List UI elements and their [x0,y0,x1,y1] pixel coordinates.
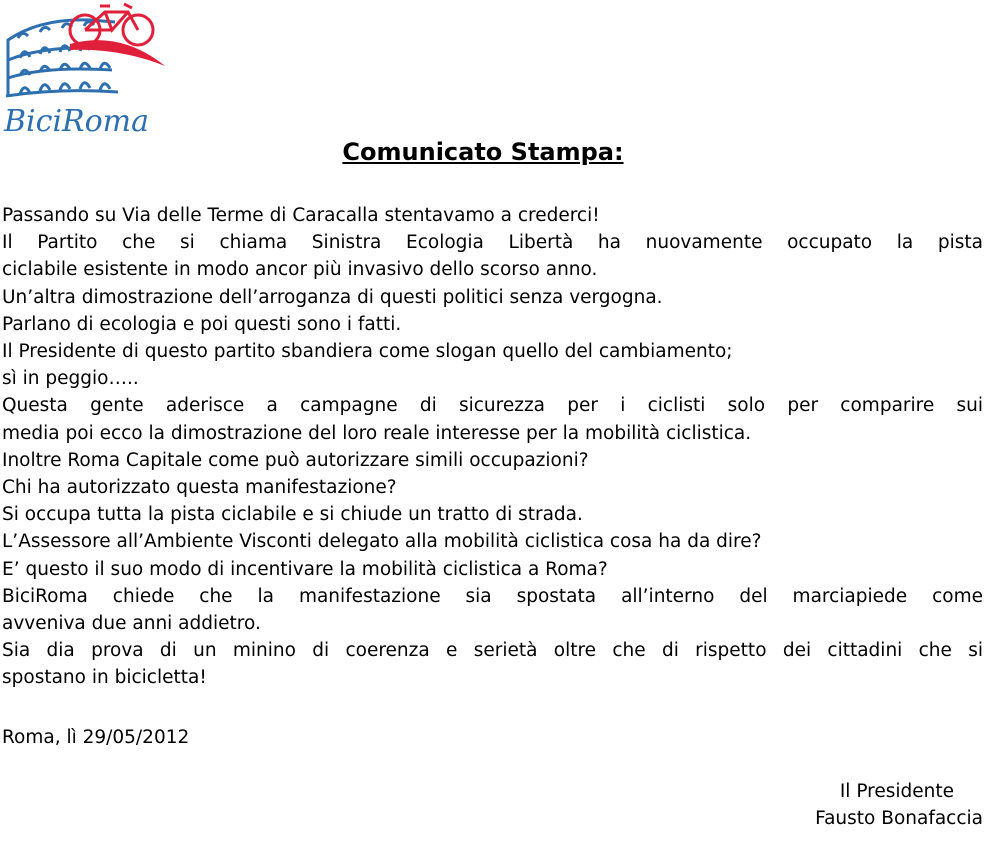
body-line: sì in peggio….. [2,368,139,390]
body-line: Passando su Via delle Terme di Caracalla stentavamo a crederci! [2,205,600,226]
body-line: ciclabile esistente in modo ancor più invasivo dello scorso anno. [2,259,598,281]
body-line: Sia dia prova di un minino di coerenza e serietà oltre che di rispetto dei cittadini che si [2,640,983,662]
body-line: L’Assessore all’Ambiente Visconti delegato alla mobilità ciclistica cosa ha da dire? [2,531,762,553]
biciroma-logo [0,0,170,140]
body-line: media poi ecco la dimostrazione del loro reale interesse per la mobilità ciclistica. [2,422,752,444]
body-line: spostano in bicicletta! [2,667,207,689]
signature-block [815,778,983,832]
logo-text: BiciRoma [4,104,150,139]
signature-name: Fausto Bonafaccia [815,808,983,829]
page-title: Comunicato Stampa: [342,138,624,166]
body-line: Parlano di ecologia e poi questi sono i fatti. [2,313,402,335]
body-line: Si occupa tutta la pista ciclabile e si chiude un tratto di strada. [2,504,583,526]
body-line: Un’altra dimostrazione dell’arroganza di questi politici senza vergogna. [2,286,663,308]
colosseum-bicycle-icon [0,0,170,140]
body-line: Chi ha autorizzato questa manifestazione? [2,477,397,499]
body-line: Questa gente aderisce a campagne di sicurezza per i ciclisti solo per comparire sui [2,395,983,417]
body-line: BiciRoma chiede che la manifestazione sia spostata all’interno del marciapiede come [2,585,983,607]
date-line: Roma, lì 29/05/2012 [2,727,190,748]
body-line: Il Partito che si chiama Sinistra Ecologia Libertà ha nuovamente occupato la pista [2,232,983,254]
press-release-body [2,202,983,692]
body-line: avveniva due anni addietro. [2,613,261,635]
body-line: E’ questo il suo modo di incentivare la mobilità ciclistica a Roma? [2,558,608,580]
body-line: Inoltre Roma Capitale come può autorizzare simili occupazioni? [2,449,589,471]
signature-role: Il Presidente [839,781,954,802]
body-line: Il Presidente di questo partito sbandiera come slogan quello del cambiamento; [2,341,733,363]
